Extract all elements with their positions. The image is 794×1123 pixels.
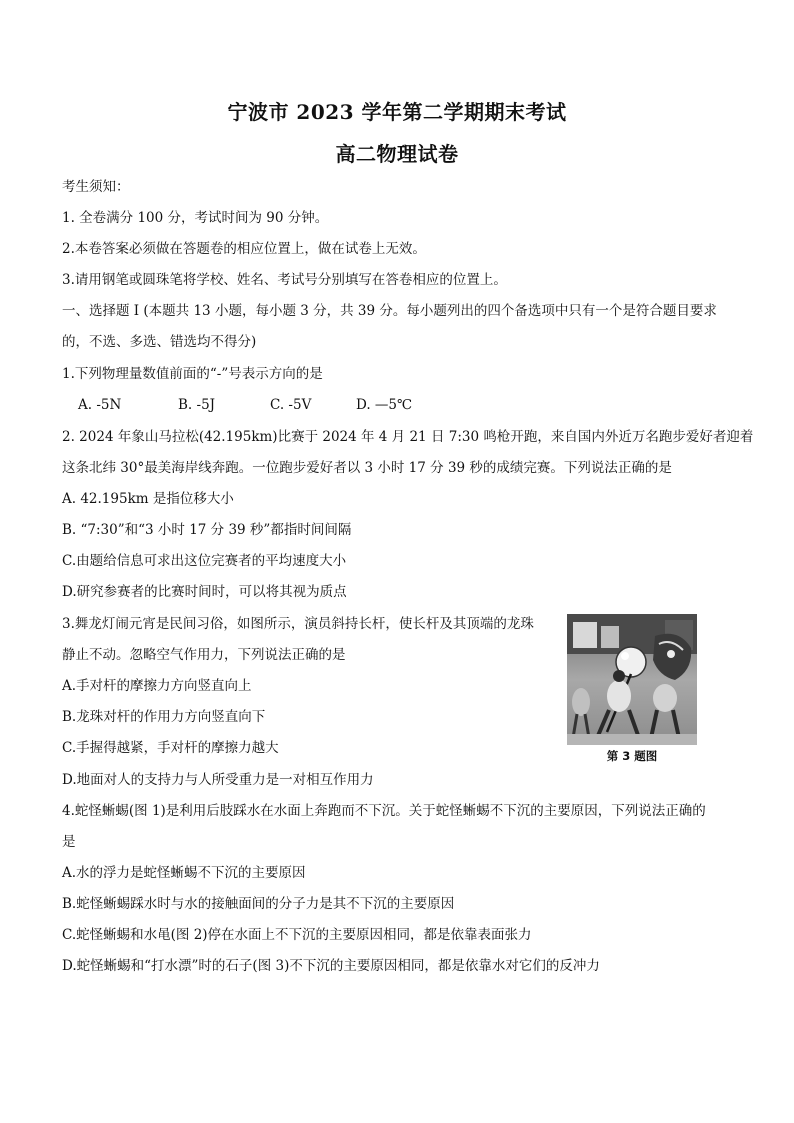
q4-option-a: A.水的浮力是蛇怪蜥蜴不下沉的主要原因 <box>62 865 306 881</box>
q1-option-c: C. -5V <box>270 397 312 413</box>
q4-stem-line2: 是 <box>62 834 76 850</box>
q3-stem-line2: 静止不动。忽略空气作用力，下列说法正确的是 <box>62 647 346 663</box>
q2-stem-line2: 这条北纬 30°最美海岸线奔跑。一位跑步爱好者以 3 小时 17 分 39 秒的成绩完赛。下列说法正确的是 <box>62 460 672 476</box>
exam-title: 宁波市 2023 学年第二学期期末考试 <box>227 100 567 124</box>
q2-option-b: B. “7:30”和“3 小时 17 分 39 秒”都指时间间隔 <box>62 522 352 538</box>
dragon-dance-illustration <box>567 614 697 745</box>
q3-option-b: B.龙珠对杆的作用力方向竖直向下 <box>62 709 266 725</box>
section1-intro-line1: 一、选择题 I (本题共 13 小题，每小题 3 分，共 39 分。每小题列出的四个备选项中只有一个是符合题目要求 <box>62 303 717 319</box>
q4-option-d: D.蛇怪蜥蜴和“打水漂”时的石子(图 3)不下沉的主要原因相同，都是依靠水对它们的反冲力 <box>62 958 600 974</box>
q2-stem-line1: 2. 2024 年象山马拉松(42.195km)比赛于 2024 年 4 月 21 日 7:30 鸣枪开跑，来自国内外近万名跑步爱好者迎着 <box>62 429 754 445</box>
q3-option-c: C.手握得越紧，手对杆的摩擦力越大 <box>62 740 279 756</box>
dragon-dance-photo <box>567 614 697 745</box>
q2-option-d: D.研究参赛者的比赛时间时，可以将其视为质点 <box>62 584 347 600</box>
notice-item-2: 2.本卷答案必须做在答题卷的相应位置上，做在试卷上无效。 <box>62 241 426 257</box>
section1-intro-line2: 的，不选、多选、错选均不得分) <box>62 334 257 350</box>
q3-option-d: D.地面对人的支持力与人所受重力是一对相互作用力 <box>62 772 374 788</box>
q1-option-b: B. -5J <box>178 397 216 413</box>
q1-option-a: A. -5N <box>78 397 122 413</box>
notice-item-1: 1. 全卷满分 100 分，考试时间为 90 分钟。 <box>62 210 329 226</box>
exam-subtitle: 高二物理试卷 <box>335 142 459 166</box>
q3-figure-caption: 第 3 题图 <box>606 749 658 763</box>
q4-stem-line1: 4.蛇怪蜥蜴(图 1)是利用后肢踩水在水面上奔跑而不下沉。关于蛇怪蜥蜴不下沉的主要原因，下列说法正确的 <box>62 803 706 819</box>
notice-item-3: 3.请用钢笔或圆珠笔将学校、姓名、考试号分别填写在答卷相应的位置上。 <box>62 272 507 288</box>
q4-option-b: B.蛇怪蜥蜴踩水时与水的接触面间的分子力是其不下沉的主要原因 <box>62 896 455 912</box>
notice-heading: 考生须知： <box>62 179 130 195</box>
q4-option-c: C.蛇怪蜥蜴和水黾(图 2)停在水面上不下沉的主要原因相同，都是依靠表面张力 <box>62 927 532 943</box>
q2-option-a: A. 42.195km 是指位移大小 <box>62 491 234 507</box>
q1-stem: 1.下列物理量数值前面的“-”号表示方向的是 <box>62 366 323 382</box>
q1-option-d: D. —5℃ <box>356 397 413 413</box>
q3-stem-line1: 3.舞龙灯闹元宵是民间习俗，如图所示，演员斜持长杆，使长杆及其顶端的龙珠 <box>62 616 534 632</box>
q3-option-a: A.手对杆的摩擦力方向竖直向上 <box>62 678 252 694</box>
q2-option-c: C.由题给信息可求出这位完赛者的平均速度大小 <box>62 553 347 569</box>
